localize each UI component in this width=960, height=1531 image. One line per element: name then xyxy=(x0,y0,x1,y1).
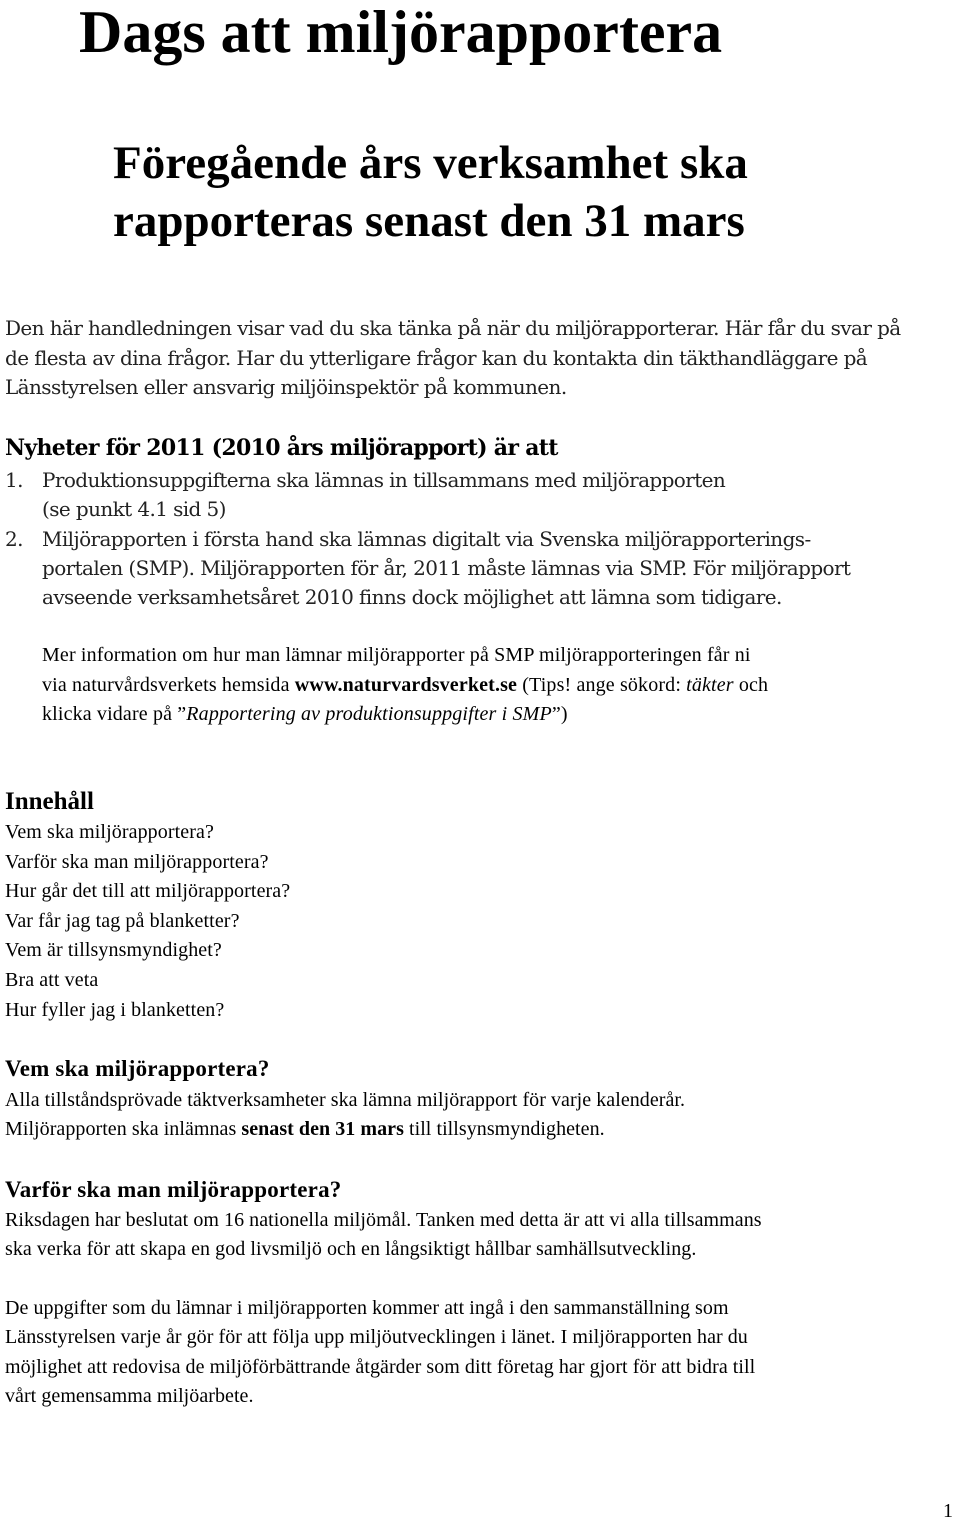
toc-item: Varför ska man miljörapportera? xyxy=(5,850,269,873)
news-item-number: 1. xyxy=(5,468,23,492)
section-why-paragraph-1 xyxy=(5,1206,762,1265)
page-subtitle xyxy=(113,134,748,250)
more-info-line xyxy=(42,671,768,701)
more-info-line xyxy=(42,700,768,730)
more-info-paragraph xyxy=(42,641,768,730)
section-who-line: Alla tillståndsprövade täktverksamheter ska lämna miljörapport för varje kalenderår. xyxy=(5,1089,686,1111)
section-why-line: möjlighet att redovisa de miljöförbättrande åtgärder som ditt företag har gjort för att bidra till xyxy=(5,1355,756,1378)
more-info-line: Mer information om hur man lämnar miljörapporter på SMP miljörapporteringen får ni xyxy=(42,644,751,666)
toc-item: Vem ska miljörapportera? xyxy=(5,821,214,843)
section-why-line: De uppgifter som du lämnar i miljörapporten kommer att ingå i den sammanställning som xyxy=(5,1297,729,1319)
news-heading: Nyheter för 2011 (2010 års miljörapport) är att xyxy=(5,435,558,461)
section-why-line: Riksdagen har beslutat om 16 nationella miljömål. Tanken med detta är att vi alla tillsammans xyxy=(5,1209,762,1231)
news-item-line: Produktionsuppgifterna ska lämnas in tillsammans med miljörapporten xyxy=(42,468,726,492)
intro-paragraph xyxy=(5,314,901,403)
news-item xyxy=(5,466,850,525)
toc-item: Hur fyller jag i blanketten? xyxy=(5,998,225,1021)
news-item-line: Miljörapporten i första hand ska lämnas digitalt via Svenska miljörapporterings- xyxy=(42,526,811,551)
section-heading-who: Vem ska miljörapportera? xyxy=(5,1056,270,1081)
more-info-text: klicka vidare på ” xyxy=(42,703,187,725)
section-who-line xyxy=(5,1115,685,1144)
intro-line: Länsstyrelsen eller ansvarig miljöinspektör på kommunen. xyxy=(5,375,567,399)
search-keyword: täkter xyxy=(686,673,734,696)
news-item-line: (se punkt 4.1 sid 5) xyxy=(42,497,226,522)
more-info-text: via naturvårdsverkets hemsida xyxy=(42,673,295,696)
section-who-text xyxy=(5,1086,685,1145)
more-info-text: ”) xyxy=(551,703,568,725)
section-why-line: Länsstyrelsen varje år gör för att följa upp miljöutvecklingen i länet. I miljörapporten har du xyxy=(5,1326,748,1349)
news-list xyxy=(5,466,850,612)
toc-item: Bra att veta xyxy=(5,968,99,991)
intro-line: Den här handledningen visar vad du ska tänka på när du miljörapporterar. Här får du svar på xyxy=(5,316,901,340)
menu-path: Rapportering av produktionsuppgifter i SMP xyxy=(186,703,552,725)
news-item xyxy=(5,525,850,613)
page-number: 1 xyxy=(943,1500,953,1522)
news-item-line: portalen (SMP). Miljörapporten för år, 2011 måste lämnas via SMP. För miljörapport xyxy=(42,555,851,580)
subtitle-line: rapporteras senast den 31 mars xyxy=(113,195,745,247)
toc-item: Var får jag tag på blanketter? xyxy=(5,909,240,932)
table-of-contents xyxy=(5,818,290,1025)
section-why-line: vårt gemensamma miljöarbete. xyxy=(5,1384,254,1407)
news-item-line: avseende verksamhetsåret 2010 finns dock möjlighet att lämna som tidigare. xyxy=(42,585,782,610)
toc-item: Vem är tillsynsmyndighet? xyxy=(5,939,222,962)
toc-item: Hur går det till att miljörapportera? xyxy=(5,880,291,903)
section-heading-why: Varför ska man miljörapportera? xyxy=(5,1177,342,1202)
intro-line: de flesta av dina frågor. Har du ytterligare frågor kan du kontakta din täkthandläggare på xyxy=(5,345,868,370)
website-link[interactable]: www.naturvardsverket.se xyxy=(294,673,518,696)
page-title: Dags att miljörapportera xyxy=(79,0,723,65)
section-who-text: till tillsynsmyndigheten. xyxy=(403,1118,605,1141)
section-why-line: ska verka för att skapa en god livsmiljö och en långsiktigt hållbar samhällsutveckling. xyxy=(5,1238,697,1261)
section-who-text: Miljörapporten ska inlämnas xyxy=(5,1118,242,1141)
more-info-text: (Tips! ange sökord: xyxy=(517,673,687,696)
toc-heading: Innehåll xyxy=(5,788,94,815)
deadline: senast den 31 mars xyxy=(241,1118,404,1141)
more-info-text: och xyxy=(733,673,769,696)
subtitle-line: Föregående års verksamhet ska xyxy=(113,137,748,189)
section-why-paragraph-2 xyxy=(5,1294,755,1411)
news-item-number: 2. xyxy=(5,526,23,551)
